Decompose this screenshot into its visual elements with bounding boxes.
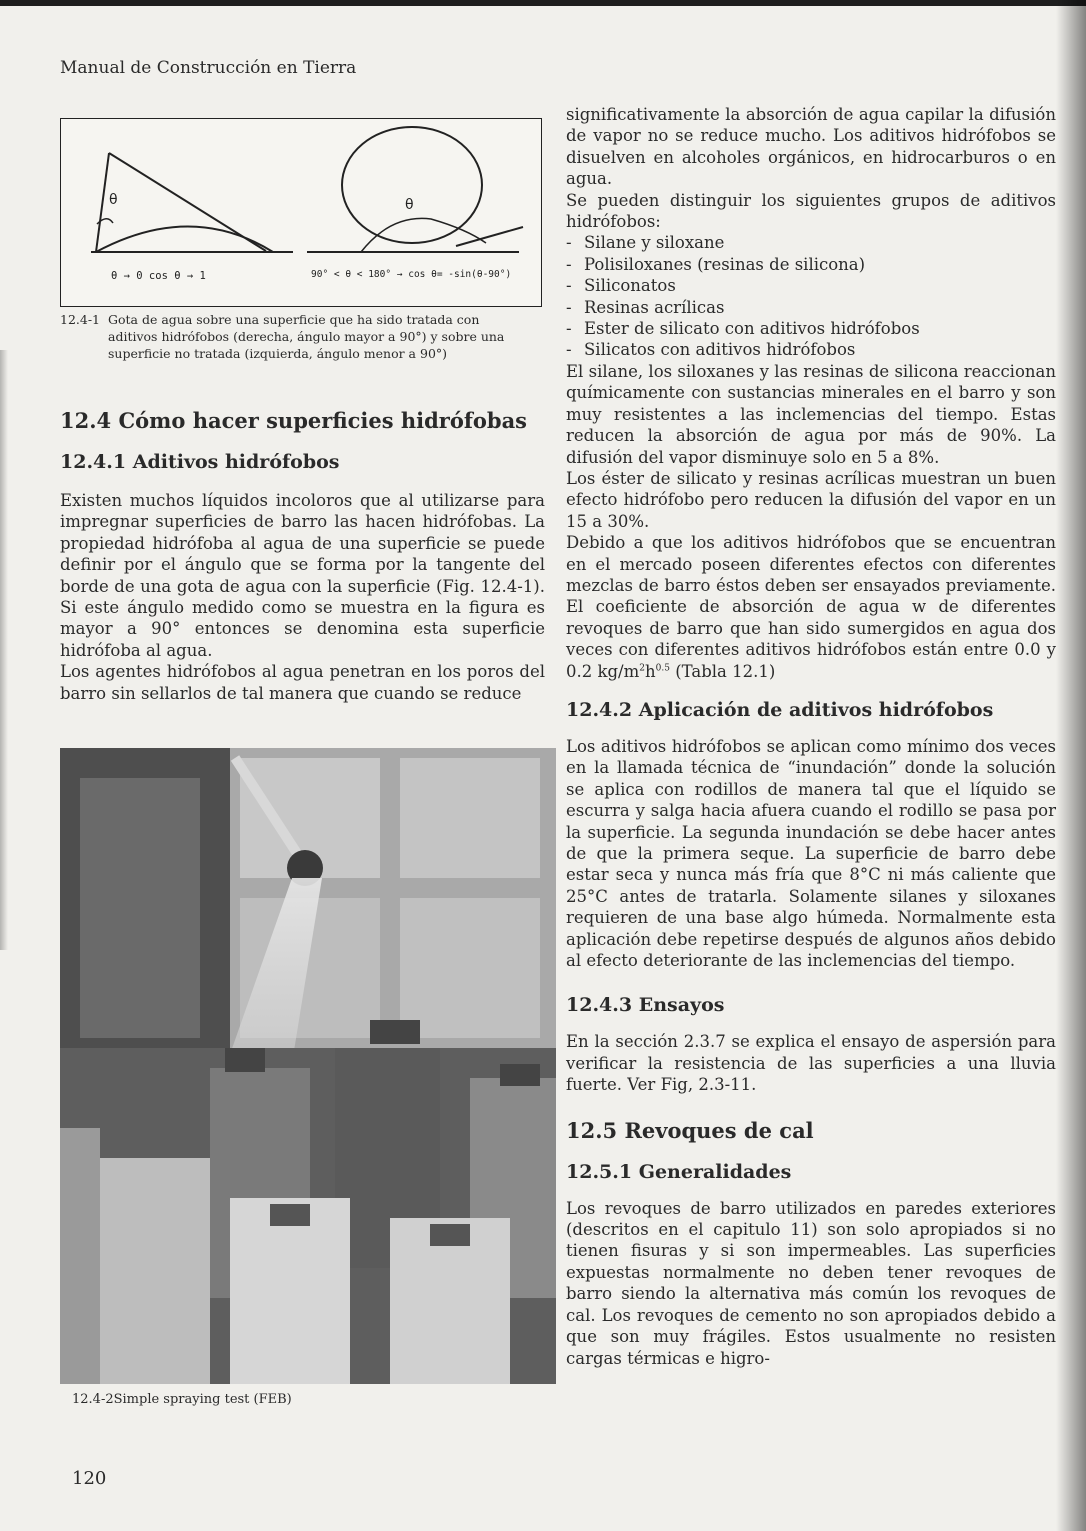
list-item: - Polisiloxanes (resinas de silicona) <box>566 254 866 274</box>
right-drop-outline <box>342 127 482 243</box>
paragraph: Los aditivos hidrófobos se aplican como mínimo dos veces en la llamada técnica de “inundación” donde la solución se aplica con rodillos de manera tal que el líquido se escurra y salga hacia afuera cuando el rodillo se pasa por la superficie. La segunda inundación se debe hacer antes de que la primera seque. La superficie de barro debe estar seca y nunca más fría que 8°C ni más caliente que 25°C antes de tratarla. Solamente silanes y siloxanes requieren de una base algo húmeda. Normalmente esta aplicación debe repetirse después de algunos años debido al efecto deteriorante de las inclemencias del tiempo. <box>566 736 1056 971</box>
right-angle-arc <box>361 218 486 252</box>
paragraph: Los revoques de barro utilizados en paredes exteriores (descritos en el capitulo 11) son solo apropiados si no tienen fisuras y si son impermeables. Las superficies expuestas normalmente no deben tener revoques de barro siendo la alternativa más común los revoques de cal. Los revoques de cemento no son apropiados debido a que son muy frágiles. Estos usualmente no resisten cargas térmicas e higro- <box>566 1198 1056 1368</box>
left-drop-outline <box>96 227 273 253</box>
paragraph: Se pueden distinguir los siguientes grupos de aditivos hidrófobos: <box>566 190 1056 232</box>
spraying-test-image <box>60 748 556 1384</box>
page-edge-shadow <box>1056 0 1086 1531</box>
theta-left: θ <box>109 192 118 208</box>
right-tangent-line <box>456 227 523 246</box>
spraying-test-photo <box>60 748 556 1384</box>
heading-12-5-1: 12.5.1 Generalidades <box>566 1160 792 1183</box>
caption-number: 12.4-1 <box>60 312 101 327</box>
paragraph: Los éster de silicato y resinas acrílicas muestran un buen efecto hidrófobo pero reducen la difusión del vapor en un 15 a 30%. <box>566 468 1056 531</box>
list-item: - Silane y siloxane <box>566 233 725 253</box>
left-tangent-line <box>96 153 109 252</box>
right-column <box>566 104 1056 1369</box>
additive-groups-list <box>566 232 1056 360</box>
paragraph: significativamente la absorción de agua capilar la difusión de vapor no se reduce mucho. Los aditivos hidrófobos se disuelven en alcoholes orgánicos, en hidrocarburos o en agua. <box>566 105 1056 189</box>
list-item: - Ester de silicato con aditivos hidrófobos <box>566 319 920 339</box>
running-header: Manual de Construcción en Tierra <box>60 58 357 78</box>
left-column <box>60 408 545 704</box>
heading-12-4-3: 12.4.3 Ensayos <box>566 994 725 1017</box>
list-item: - Resinas acrílicas <box>566 297 725 317</box>
paragraph: Debido a que los aditivos hidrófobos que se encuentran en el mercado poseen diferentes efectos con diferentes mezclas de barro éstos deben ser ensayados previamente. El coeficiente de absorción de agua w de diferentes revoques de barro que han sido sumergidos en agua dos veces con diferentes aditivos hidrófobos están entre 0.0 y 0.2 $kg/m^2h^{0.5}$ (Tabla 12.1) <box>566 533 1056 681</box>
paragraph: El silane, los siloxanes y las resinas de silicona reaccionan químicamente con sustancias minerales en el barro y son muy resistentes a las inclemencias del tiempo. Estas reducen la absorción de agua por más de 90%. La difusión del vapor disminuye solo en 5 a 8%. <box>566 361 1056 467</box>
label-right: 90° < θ < 180° → cos θ= -sin(θ-90°) <box>311 269 512 280</box>
heading-12-4: 12.4 Cómo hacer superficies hidrófobas <box>60 408 527 433</box>
figure-caption-12-4-2: 12.4-2Simple spraying test (FEB) <box>72 1392 292 1407</box>
contact-angle-figure <box>60 118 542 307</box>
heading-12-4-1: 12.4.1 Aditivos hidrófobos <box>60 451 340 473</box>
contact-angle-diagram <box>61 119 541 306</box>
paragraph: En la sección 2.3.7 se explica el ensayo de aspersión para verificar la resistencia de las superficies a una lluvia fuerte. Ver Fig, 2.3-11. <box>566 1032 1056 1095</box>
page-number: 120 <box>72 1468 107 1489</box>
caption-text: Gota de agua sobre una superficie que ha sido tratada con aditivos hidrófobos (derecha, ángulo mayor a 90°) y sobre una superficie no tratada (izquierda, ángulo menor a 90°) <box>108 312 505 361</box>
binding-shadow <box>0 350 8 950</box>
heading-12-4-2: 12.4.2 Aplicación de aditivos hidrófobos <box>566 698 994 721</box>
list-item: - Silicatos con aditivos hidrófobos <box>566 340 856 360</box>
list-item: - Siliconatos <box>566 276 676 296</box>
figure-caption-12-4-1 <box>60 311 530 362</box>
heading-12-5: 12.5 Revoques de cal <box>566 1117 814 1143</box>
top-edge-bar <box>0 0 1086 6</box>
paragraph: Los agentes hidrófobos al agua penetran en los poros del barro sin sellarlos de tal manera que cuando se reduce <box>60 662 545 703</box>
paragraph: Existen muchos líquidos incoloros que al utilizarse para impregnar superficies de barro las hacen hidrófobas. La propiedad hidrófoba al agua de una superficie se puede definir por el ángulo que se forma por la tangente del borde de una gota de agua con la superficie (Fig. 12.4-1). Si este ángulo medido como se muestra en la figura es mayor a 90° entonces se denomina esta superficie hidrófoba al agua. <box>60 491 545 660</box>
label-left: θ → 0 cos θ → 1 <box>111 270 206 282</box>
theta-right: θ <box>405 197 414 213</box>
